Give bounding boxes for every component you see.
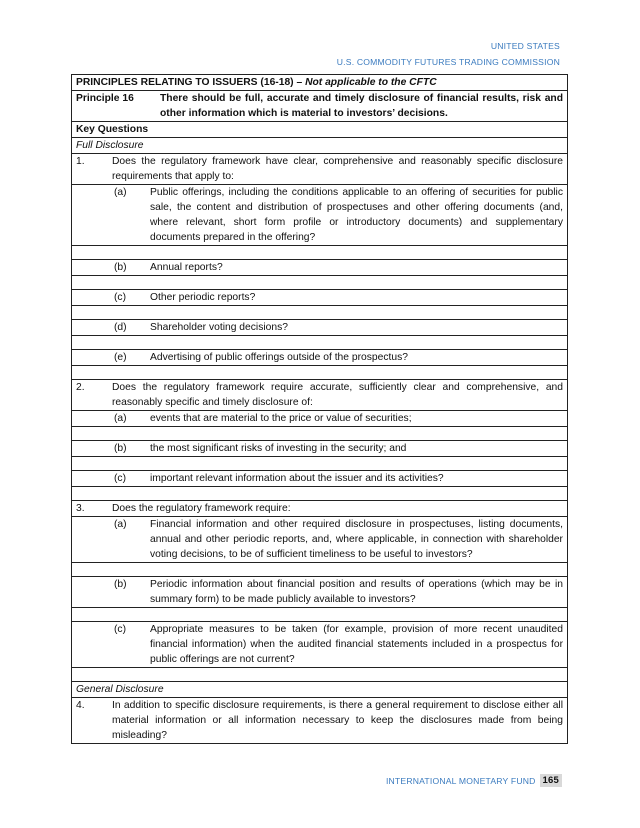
subquestion-label: (a) [114, 519, 127, 530]
assessment-table [71, 74, 568, 744]
blank-row [72, 563, 568, 577]
subquestion-text: the most significant risks of investing in the security; and [150, 443, 407, 454]
subquestion-label: (c) [114, 624, 127, 635]
question-text: Does the regulatory framework require accurate, sufficiently clear and comprehensive, and reasonably specific and timely disclosure of: [112, 382, 563, 408]
subquestion-label: (e) [114, 352, 127, 363]
table-title: PRINCIPLES RELATING TO ISSUERS (16-18) [76, 77, 294, 88]
question-1 [72, 154, 568, 185]
title-dash: – [293, 77, 306, 88]
subquestion [72, 471, 568, 487]
principle-text: There should be full, accurate and timely disclosure of financial results, risk and other information which is material to investors’ decisions. [160, 93, 563, 119]
blank-row [72, 487, 568, 501]
subquestion-label: (c) [114, 292, 127, 303]
section-general-disclosure: General Disclosure [72, 682, 568, 698]
subquestion [72, 517, 568, 563]
blank-row [72, 276, 568, 290]
blank-row [72, 668, 568, 682]
subquestion-text: Periodic information about financial position and results of operations (which may be in summary form) to be made publicly available to investors? [150, 579, 563, 605]
subquestion [72, 441, 568, 457]
subquestion-label: (d) [114, 322, 127, 333]
subquestion-label: (b) [114, 579, 127, 590]
subquestion [72, 185, 568, 246]
question-number: 4. [76, 700, 85, 711]
subquestion-label: (b) [114, 443, 127, 454]
page-footer [386, 774, 562, 787]
question-4 [72, 698, 568, 744]
subquestion-text: Appropriate measures to be taken (for example, provision of more recent unaudited financial information) when the audited financial statements included in a prospectus for public offerings are not current? [150, 624, 563, 665]
subquestion-text: Advertising of public offerings outside of the prospectus? [150, 352, 408, 363]
blank-row [72, 608, 568, 622]
question-number: 3. [76, 503, 85, 514]
subquestion-text: Financial information and other required disclosure in prospectuses, listing documents, annual and other periodic reports, and, where applicable, in connection with shareholder voting decisions, to be of sufficient timeliness to be useful to investors? [150, 519, 563, 560]
blank-row [72, 427, 568, 441]
page-number: 165 [540, 774, 562, 787]
question-text: Does the regulatory framework have clear, comprehensive and reasonably specific disclosure requirements that apply to: [112, 156, 563, 182]
principle-label: Principle 16 [76, 93, 134, 104]
subquestion [72, 622, 568, 668]
subquestion-text: important relevant information about the issuer and its activities? [150, 473, 444, 484]
subquestion-label: (a) [114, 187, 127, 198]
question-text: Does the regulatory framework require: [112, 503, 291, 514]
subquestion-label: (b) [114, 262, 127, 273]
title-row [72, 75, 568, 91]
subquestion-text: Shareholder voting decisions? [150, 322, 288, 333]
blank-row [72, 306, 568, 320]
subquestion-label: (a) [114, 413, 127, 424]
subquestion-text: events that are material to the price or value of securities; [150, 413, 412, 424]
section-full-disclosure: Full Disclosure [72, 138, 568, 154]
question-2 [72, 380, 568, 411]
subquestion-text: Annual reports? [150, 262, 223, 273]
key-questions-heading: Key Questions [72, 122, 568, 138]
subquestion [72, 577, 568, 608]
blank-row [72, 336, 568, 350]
blank-row [72, 366, 568, 380]
subquestion [72, 350, 568, 366]
subquestion [72, 260, 568, 276]
question-3 [72, 501, 568, 517]
subquestion-label: (c) [114, 473, 127, 484]
question-text: In addition to specific disclosure requirements, is there a general requirement to disclose either all material information or all information necessary to keep the disclosures made from being misleading? [112, 700, 563, 741]
subquestion [72, 320, 568, 336]
subquestion [72, 290, 568, 306]
subquestion [72, 411, 568, 427]
question-number: 2. [76, 382, 85, 393]
header-agency: U.S. COMMODITY FUTURES TRADING COMMISSION [336, 57, 560, 67]
question-number: 1. [76, 156, 85, 167]
footer-org: INTERNATIONAL MONETARY FUND [385, 775, 536, 786]
subquestion-text: Other periodic reports? [150, 292, 256, 303]
title-note: Not applicable to the CFTC [305, 77, 437, 88]
subquestion-text: Public offerings, including the conditions applicable to an offering of securities for public sale, the content and distribution of prospectuses and other offering documents (and, where relevant, short form profile or introductory documents) and supplementary documents prepared in the offering? [150, 187, 563, 243]
header-country: UNITED STATES [490, 41, 560, 51]
principle-row [72, 91, 568, 122]
blank-row [72, 457, 568, 471]
blank-row [72, 246, 568, 260]
